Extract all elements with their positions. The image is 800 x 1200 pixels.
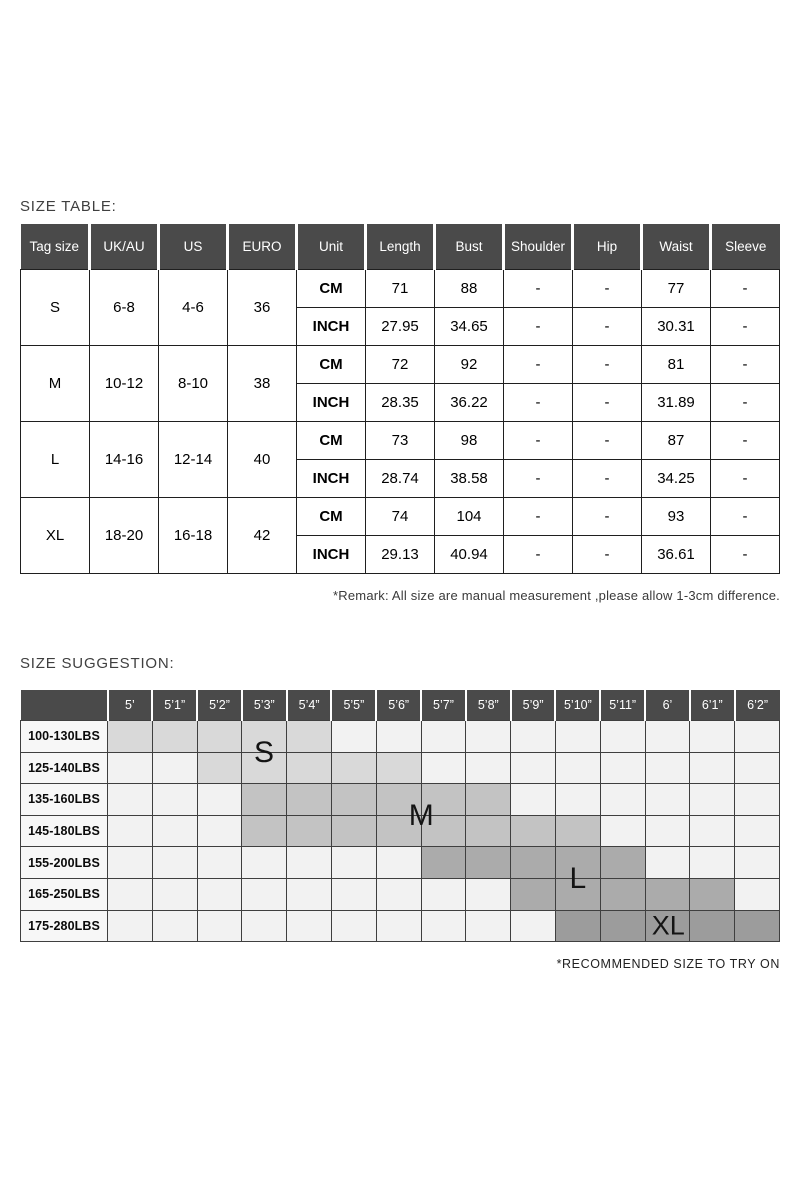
measure-cell: 93: [642, 497, 711, 535]
measure-cell: 38.58: [435, 459, 504, 497]
suggestion-cell: [108, 847, 153, 879]
suggestion-cell: [376, 721, 421, 753]
suggestion-cell: [645, 784, 690, 816]
measure-cell: 36.61: [642, 535, 711, 573]
height-header-cell: 5’9”: [511, 690, 556, 721]
suggestion-cell: [735, 910, 780, 942]
suggestion-cell: [421, 784, 466, 816]
tag-size-cell: L: [21, 421, 90, 497]
measure-cell: -: [573, 345, 642, 383]
suggestion-cell: [152, 878, 197, 910]
tag-size-cell: XL: [21, 497, 90, 573]
suggestion-cell: [331, 721, 376, 753]
euro-cell: 40: [228, 421, 297, 497]
suggestion-cell: [197, 721, 242, 753]
height-header-cell: 6’2”: [735, 690, 780, 721]
suggestion-cell: [555, 910, 600, 942]
suggestion-cell: [555, 721, 600, 753]
weight-label: 175-280LBS: [21, 910, 108, 942]
weight-row: [21, 910, 780, 942]
suggestion-cell: [197, 784, 242, 816]
suggestion-cell: [152, 910, 197, 942]
suggestion-cell: [242, 784, 287, 816]
measure-cell: -: [711, 345, 780, 383]
us-cell: 12-14: [159, 421, 228, 497]
measure-cell: -: [711, 535, 780, 573]
euro-cell: 38: [228, 345, 297, 421]
height-header-cell: 5’10”: [555, 690, 600, 721]
height-header: [21, 690, 780, 721]
height-header-cell: 5’7”: [421, 690, 466, 721]
suggestion-cell: [376, 815, 421, 847]
measure-cell: 98: [435, 421, 504, 459]
suggestion-cell: [735, 721, 780, 753]
suggestion-cell: [466, 910, 511, 942]
height-header-cell: 5’8”: [466, 690, 511, 721]
height-header-cell: 5’2”: [197, 690, 242, 721]
ukau-cell: 14-16: [90, 421, 159, 497]
unit-cell: INCH: [297, 459, 366, 497]
size-table-column-header: Sleeve: [711, 224, 780, 269]
suggestion-cell: [421, 878, 466, 910]
measure-cell: -: [504, 421, 573, 459]
suggestion-cell: [421, 721, 466, 753]
size-marker-l: L: [569, 861, 587, 895]
us-cell: 8-10: [159, 345, 228, 421]
suggestion-cell: [555, 784, 600, 816]
suggestion-cell: [690, 815, 735, 847]
suggestion-cell: [735, 752, 780, 784]
weight-label: 135-160LBS: [21, 784, 108, 816]
measure-cell: -: [573, 497, 642, 535]
suggestion-cell: [466, 721, 511, 753]
measure-cell: -: [711, 421, 780, 459]
size-row-cm: [21, 497, 780, 535]
measure-cell: 81: [642, 345, 711, 383]
size-table-column-header: Bust: [435, 224, 504, 269]
measure-cell: 92: [435, 345, 504, 383]
size-table-column-header: Tag size: [21, 224, 90, 269]
suggestion-cell: [108, 910, 153, 942]
size-suggestion-table: [20, 690, 780, 943]
measure-cell: 73: [366, 421, 435, 459]
suggestion-cell: [645, 847, 690, 879]
measure-cell: -: [573, 307, 642, 345]
size-marker-xl: XL: [651, 910, 685, 941]
measure-cell: -: [573, 535, 642, 573]
unit-cell: INCH: [297, 535, 366, 573]
measure-cell: 88: [435, 269, 504, 307]
suggestion-cell: [735, 784, 780, 816]
height-header-cell: 5’3”: [242, 690, 287, 721]
suggestion-cell: [466, 784, 511, 816]
size-table-column-header: US: [159, 224, 228, 269]
size-marker-m: M: [408, 798, 434, 832]
suggestion-cell: [466, 815, 511, 847]
height-header-cell: 5’: [108, 690, 153, 721]
measure-cell: 34.65: [435, 307, 504, 345]
size-table-body: [21, 269, 780, 573]
suggestion-cell: [242, 847, 287, 879]
suggestion-cell: [376, 878, 421, 910]
measure-cell: 36.22: [435, 383, 504, 421]
suggestion-cell: [152, 721, 197, 753]
suggestion-cell: [555, 752, 600, 784]
recommended-note: *RECOMMENDED SIZE TO TRY ON: [556, 957, 780, 972]
height-header-cell: 5’4”: [287, 690, 332, 721]
suggestion-cell: [331, 847, 376, 879]
suggestion-cell: [242, 815, 287, 847]
height-header-cell: 5’11”: [600, 690, 645, 721]
suggestion-cell: [555, 847, 600, 879]
suggestion-cell: [466, 878, 511, 910]
suggestion-cell: [555, 815, 600, 847]
suggestion-cell: [421, 847, 466, 879]
us-cell: 16-18: [159, 497, 228, 573]
measure-cell: 72: [366, 345, 435, 383]
suggestion-cell: [152, 815, 197, 847]
measure-cell: -: [504, 269, 573, 307]
unit-cell: INCH: [297, 307, 366, 345]
suggestion-cell: [331, 752, 376, 784]
top-whitespace: [20, 0, 780, 198]
suggestion-cell: [600, 752, 645, 784]
unit-cell: CM: [297, 269, 366, 307]
measure-cell: -: [504, 383, 573, 421]
measure-cell: -: [711, 383, 780, 421]
weight-row: [21, 847, 780, 879]
weight-row: [21, 878, 780, 910]
measure-cell: 104: [435, 497, 504, 535]
suggestion-cell: [511, 910, 556, 942]
size-row-cm: [21, 345, 780, 383]
suggestion-cell: [511, 752, 556, 784]
size-table-column-header: Unit: [297, 224, 366, 269]
suggestion-cell: [376, 847, 421, 879]
suggestion-cell: [242, 910, 287, 942]
suggestion-cell: [152, 784, 197, 816]
ukau-cell: 6-8: [90, 269, 159, 345]
suggestion-cell: [735, 878, 780, 910]
suggestion-cell: [421, 910, 466, 942]
measure-cell: -: [573, 383, 642, 421]
measure-cell: -: [573, 459, 642, 497]
euro-cell: 36: [228, 269, 297, 345]
height-header-cell: 6’: [645, 690, 690, 721]
suggestion-cell: [197, 878, 242, 910]
suggestion-cell: [287, 847, 332, 879]
suggestion-cell: [152, 752, 197, 784]
suggestion-cell: [645, 752, 690, 784]
measure-cell: 87: [642, 421, 711, 459]
measure-cell: 29.13: [366, 535, 435, 573]
measure-cell: 74: [366, 497, 435, 535]
measure-cell: -: [573, 421, 642, 459]
suggestion-cell: [287, 910, 332, 942]
suggestion-cell: [287, 878, 332, 910]
weight-row: [21, 815, 780, 847]
suggestion-cell: [690, 752, 735, 784]
suggestion-cell: [555, 878, 600, 910]
suggestion-cell: [735, 847, 780, 879]
measure-cell: -: [573, 269, 642, 307]
height-header-cell: 6’1”: [690, 690, 735, 721]
suggestion-cell: [331, 878, 376, 910]
measure-cell: 71: [366, 269, 435, 307]
suggestion-cell: [108, 784, 153, 816]
euro-cell: 42: [228, 497, 297, 573]
unit-cell: INCH: [297, 383, 366, 421]
weight-row: [21, 752, 780, 784]
measure-cell: 77: [642, 269, 711, 307]
tag-size-cell: S: [21, 269, 90, 345]
size-row-cm: [21, 269, 780, 307]
weight-label: 125-140LBS: [21, 752, 108, 784]
suggestion-cell: [197, 815, 242, 847]
size-suggestion-title: SIZE SUGGESTION:: [20, 654, 175, 672]
measure-cell: -: [711, 497, 780, 535]
size-table-column-header: UK/AU: [90, 224, 159, 269]
suggestion-cell: [108, 752, 153, 784]
suggestion-cell: [690, 784, 735, 816]
suggestion-cell: [511, 878, 556, 910]
suggestion-cell: [108, 721, 153, 753]
size-suggestion-body: [21, 721, 780, 942]
size-row-cm: [21, 421, 780, 459]
height-header-cell: 5’5”: [331, 690, 376, 721]
suggestion-cell: [645, 815, 690, 847]
measure-cell: 40.94: [435, 535, 504, 573]
suggestion-cell: [466, 847, 511, 879]
ukau-cell: 18-20: [90, 497, 159, 573]
suggestion-cell: [600, 784, 645, 816]
suggestion-cell: [421, 752, 466, 784]
suggestion-cell: [197, 752, 242, 784]
suggestion-cell: [287, 752, 332, 784]
suggestion-cell: [108, 878, 153, 910]
measure-cell: 27.95: [366, 307, 435, 345]
measure-cell: -: [504, 459, 573, 497]
suggestion-cell: [242, 721, 287, 753]
suggestion-cell: [690, 721, 735, 753]
suggestion-cell: [600, 910, 645, 942]
measure-cell: 28.35: [366, 383, 435, 421]
suggestion-cell: [600, 878, 645, 910]
suggestion-cell: [108, 815, 153, 847]
suggestion-cell: [331, 815, 376, 847]
suggestion-cell: [511, 784, 556, 816]
suggestion-cell: [197, 910, 242, 942]
weight-row: [21, 721, 780, 753]
size-table-header-row: [21, 224, 780, 269]
us-cell: 4-6: [159, 269, 228, 345]
suggestion-cell: [197, 847, 242, 879]
unit-cell: CM: [297, 345, 366, 383]
measure-cell: 28.74: [366, 459, 435, 497]
suggestion-cell: [600, 847, 645, 879]
size-suggestion-section: [20, 655, 780, 972]
suggestion-cell: [466, 752, 511, 784]
measure-cell: -: [711, 269, 780, 307]
suggestion-cell: [152, 847, 197, 879]
suggestion-cell: [421, 815, 466, 847]
measure-cell: -: [504, 307, 573, 345]
size-table-header: [21, 224, 780, 269]
weight-label: 100-130LBS: [21, 721, 108, 753]
suggestion-cell: [511, 815, 556, 847]
suggestion-cell: [287, 815, 332, 847]
suggestion-cell: [331, 784, 376, 816]
measure-cell: -: [504, 535, 573, 573]
suggestion-cell: [511, 721, 556, 753]
suggestion-cell: [331, 910, 376, 942]
suggestion-cell: [376, 752, 421, 784]
suggestion-cell: [287, 784, 332, 816]
height-header-cell: 5’1”: [152, 690, 197, 721]
ukau-cell: 10-12: [90, 345, 159, 421]
weight-label: 155-200LBS: [21, 847, 108, 879]
suggestion-cell: [690, 847, 735, 879]
suggestion-cell: [645, 721, 690, 753]
size-table-remark: *Remark: All size are manual measurement ,please allow 1-3cm difference.: [333, 587, 780, 603]
suggestion-cell: [645, 910, 690, 942]
size-table-column-header: Hip: [573, 224, 642, 269]
size-table: [20, 224, 780, 574]
suggestion-cell: [287, 721, 332, 753]
size-marker-s: S: [253, 735, 274, 769]
measure-cell: -: [504, 345, 573, 383]
suggestion-cell: [511, 847, 556, 879]
size-table-title: SIZE TABLE:: [20, 198, 117, 215]
size-table-column-header: Shoulder: [504, 224, 573, 269]
suggestion-cell: [376, 910, 421, 942]
tag-size-cell: M: [21, 345, 90, 421]
suggestion-cell: [600, 815, 645, 847]
measure-cell: -: [711, 307, 780, 345]
unit-cell: CM: [297, 421, 366, 459]
suggestion-cell: [690, 878, 735, 910]
suggestion-cell: [376, 784, 421, 816]
suggestion-cell: [242, 752, 287, 784]
size-table-column-header: Length: [366, 224, 435, 269]
size-table-column-header: Waist: [642, 224, 711, 269]
measure-cell: 30.31: [642, 307, 711, 345]
suggestion-cell: [645, 878, 690, 910]
height-header-row: [21, 690, 780, 721]
weight-label: 165-250LBS: [21, 878, 108, 910]
measure-cell: -: [711, 459, 780, 497]
weight-row: [21, 784, 780, 816]
measure-cell: -: [504, 497, 573, 535]
size-table-column-header: EURO: [228, 224, 297, 269]
suggestion-cell: [600, 721, 645, 753]
corner-cell: [21, 690, 108, 721]
suggestion-cell: [690, 910, 735, 942]
suggestion-cell: [735, 815, 780, 847]
measure-cell: 34.25: [642, 459, 711, 497]
measure-cell: 31.89: [642, 383, 711, 421]
size-suggestion-grid-wrap: [20, 690, 780, 943]
weight-label: 145-180LBS: [21, 815, 108, 847]
unit-cell: CM: [297, 497, 366, 535]
suggestion-cell: [242, 878, 287, 910]
height-header-cell: 5’6”: [376, 690, 421, 721]
